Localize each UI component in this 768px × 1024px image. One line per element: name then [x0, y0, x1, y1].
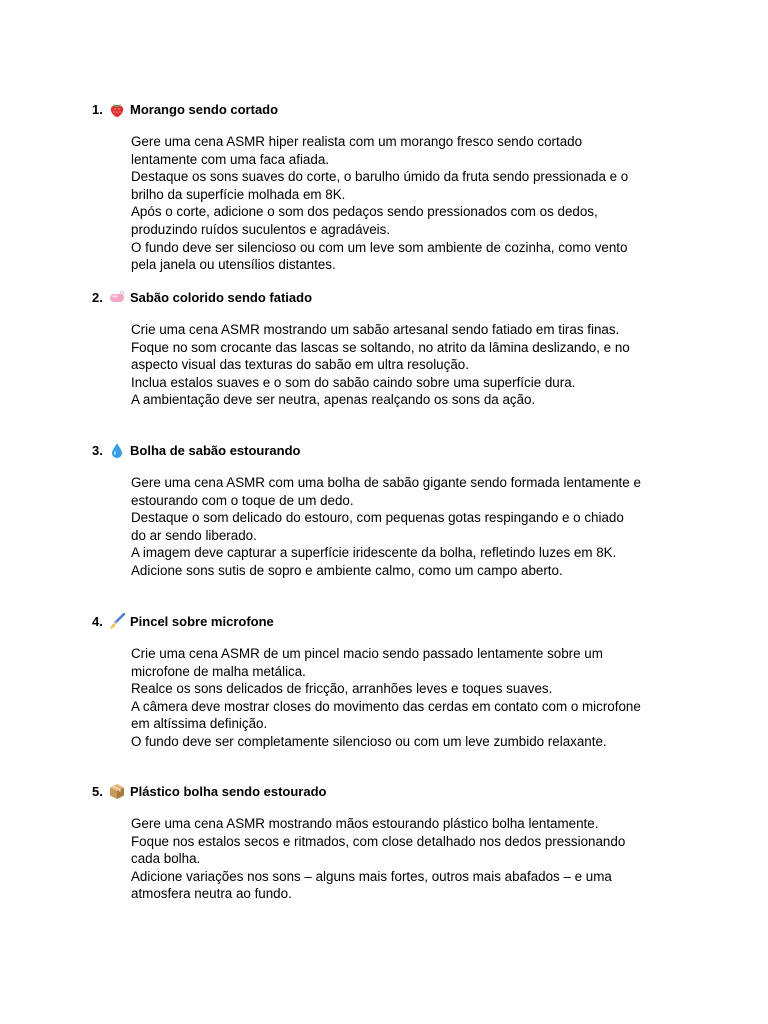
item-title: Morango sendo cortado: [130, 102, 279, 117]
list-item-4: [92, 613, 652, 751]
droplet-icon: [108, 442, 126, 459]
item-paragraph: Crie uma cena ASMR de um pincel macio sendo passado lentamente sobre um microfone de malha metálica.: [131, 646, 603, 679]
item-paragraph: Após o corte, adicione o som dos pedaços sendo pressionados com os dedos, produzindo ruídos suculentos e agradáveis.: [131, 204, 598, 237]
item-paragraph: A imagem deve capturar a superfície iridescente da bolha, refletindo luzes em 8K.: [131, 545, 617, 561]
strawberry-icon: [108, 101, 126, 118]
list-item-5: [92, 783, 652, 903]
item-paragraph: Adicione sons sutis de sopro e ambiente calmo, como um campo aberto.: [131, 562, 563, 578]
item-paragraph: A ambientação deve ser neutra, apenas realçando os sons da ação.: [131, 392, 536, 408]
item-title: Bolha de sabão estourando: [130, 443, 301, 458]
item-number: 5.: [92, 784, 103, 799]
item-paragraph: Destaque o som delicado do estouro, com pequenas gotas respingando e o chiado do ar sendo liberado.: [131, 510, 624, 543]
item-paragraph: Gere uma cena ASMR com uma bolha de sabão gigante sendo formada lentamente e estourando com o toque de um dedo.: [131, 475, 641, 508]
paintbrush-icon: [108, 613, 126, 630]
soap-icon: [108, 289, 126, 306]
item-title: Sabão colorido sendo fatiado: [130, 290, 313, 305]
item-description: [131, 133, 641, 274]
item-description: [131, 815, 641, 903]
item-paragraph: Crie uma cena ASMR mostrando um sabão artesanal sendo fatiado em tiras finas.: [131, 322, 620, 337]
item-description: [131, 474, 641, 580]
item-description: [131, 321, 641, 409]
item-paragraph: Realce os sons delicados de fricção, arranhões leves e toques suaves.: [131, 681, 553, 697]
item-paragraph: Foque nos estalos secos e ritmados, com close detalhado nos dedos pressionando cada bolha.: [131, 833, 626, 867]
item-heading: [92, 783, 652, 800]
item-heading: [92, 442, 652, 459]
item-number: 2.: [92, 290, 103, 305]
item-paragraph: O fundo deve ser completamente silencioso ou com um leve zumbido relaxante.: [131, 733, 607, 749]
package-icon: [108, 783, 126, 800]
item-paragraph: Foque no som crocante das lascas se soltando, no atrito da lâmina deslizando, e no aspecto visual das texturas do sabão em ultra resolução.: [131, 339, 630, 373]
item-paragraph: Destaque os sons suaves do corte, o barulho úmido da fruta sendo pressionada e o brilho da superfície molhada em 8K.: [131, 169, 629, 202]
item-heading: [92, 101, 652, 118]
item-paragraph: O fundo deve ser silencioso ou com um leve som ambiente de cozinha, como vento pela janela ou utensílios distantes.: [131, 239, 628, 273]
list-item-1: [92, 101, 652, 274]
item-paragraph: Gere uma cena ASMR hiper realista com um morango fresco sendo cortado lentamente com uma faca afiada.: [131, 134, 583, 167]
item-number: 4.: [92, 614, 103, 629]
item-number: 3.: [92, 443, 103, 458]
item-title: Pincel sobre microfone: [130, 614, 274, 629]
item-heading: [92, 289, 652, 306]
item-title: Plástico bolha sendo estourado: [130, 784, 327, 799]
item-description: [131, 645, 641, 751]
item-paragraph: Adicione variações nos sons – alguns mais fortes, outros mais abafados – e uma atmosfera neutra ao fundo.: [131, 868, 612, 902]
item-paragraph: A câmera deve mostrar closes do movimento das cerdas em contato com o microfone em altíssima definição.: [131, 698, 641, 732]
item-number: 1.: [92, 102, 103, 117]
item-paragraph: Inclua estalos suaves e o som do sabão caindo sobre uma superfície dura.: [131, 374, 576, 390]
list-item-2: [92, 289, 652, 409]
item-heading: [92, 613, 652, 630]
item-paragraph: Gere uma cena ASMR mostrando mãos estourando plástico bolha lentamente.: [131, 816, 599, 831]
list-item-3: [92, 442, 652, 580]
